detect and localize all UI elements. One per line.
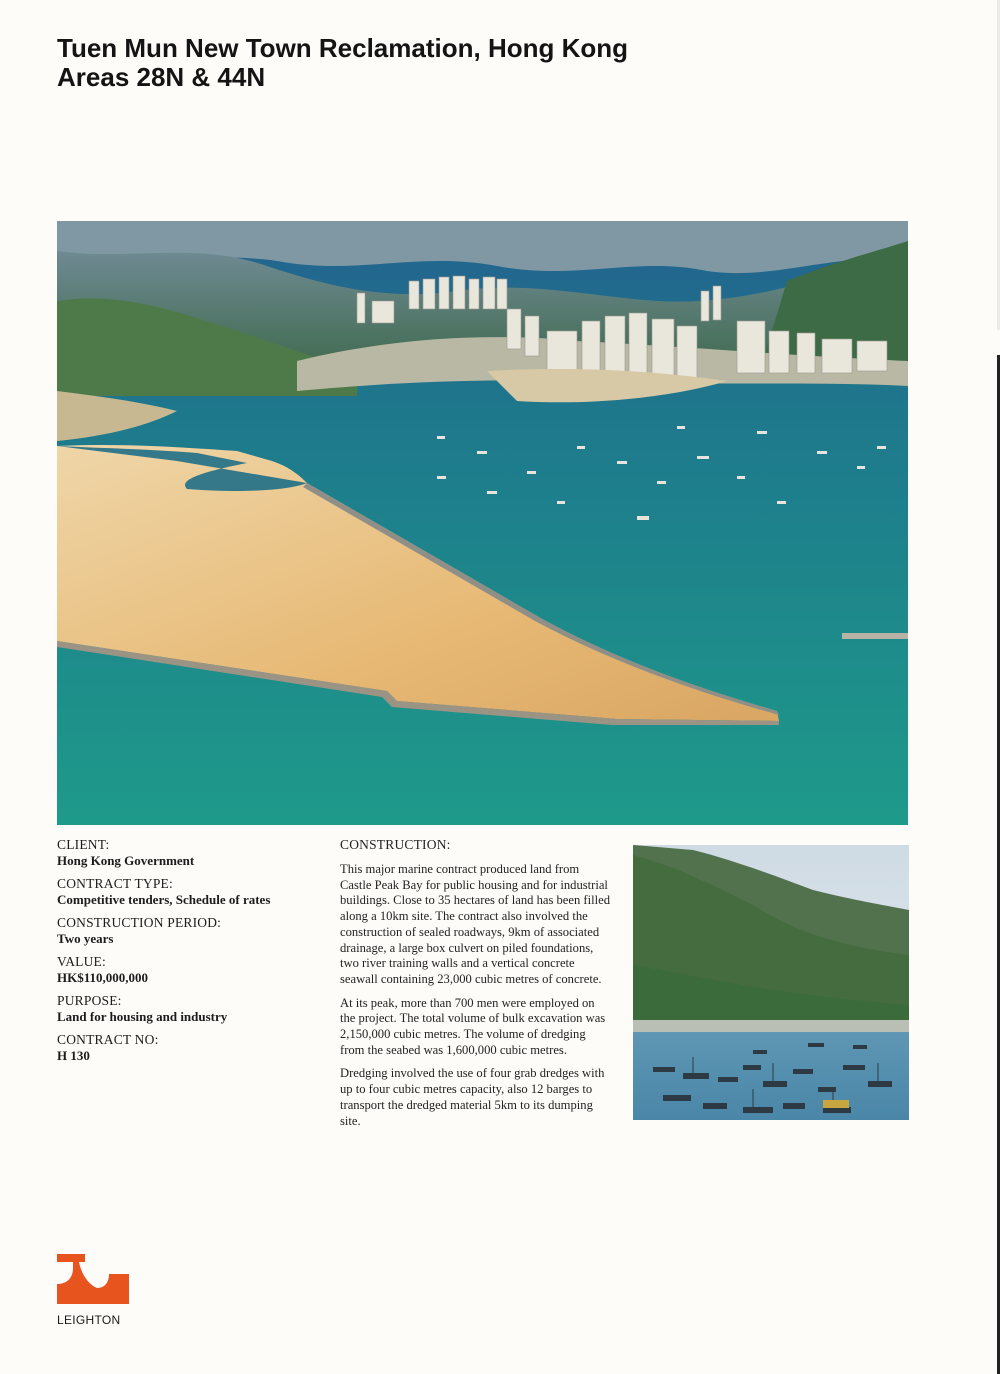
detail-construction-period <box>57 915 327 947</box>
detail-value: Hong Kong Government <box>57 853 195 868</box>
detail-label: CONSTRUCTION PERIOD: <box>57 915 222 930</box>
detail-label: CONTRACT TYPE: <box>57 876 173 891</box>
detail-label: VALUE: <box>57 954 106 969</box>
construction-section <box>340 837 612 1137</box>
leighton-logo-mark <box>57 1254 129 1304</box>
detail-label: PURPOSE: <box>57 993 122 1008</box>
detail-client <box>57 837 327 869</box>
detail-label: CLIENT: <box>57 837 110 852</box>
detail-value: Competitive tenders, Schedule of rates <box>57 892 271 907</box>
detail-contract-type <box>57 876 327 908</box>
logo-name: LEIGHTON <box>57 1313 121 1327</box>
title-line-2: Areas 28N & 44N <box>57 62 266 92</box>
detail-contract-no <box>57 1032 327 1064</box>
aerial-photo <box>57 221 908 825</box>
construction-paragraph: This major marine contract produced land from Castle Peak Bay for public housing and for industrial buildings. Close to 35 hectares of land has been filled along a 10km site. The contract also involved the construction of sealed roadways, 9km of associated drainage, a large box culvert on piled foundations, two river training walls and a vertical concrete seawall containing 23,000 cubic metres of concrete. <box>340 862 611 986</box>
construction-paragraph: Dredging involved the use of four grab dredges with up to four cubic metres capacity, also 12 barges to transport the dredged material 5km to its dumping site. <box>340 1066 605 1128</box>
page-title <box>57 34 628 92</box>
detail-value: HK$110,000,000 <box>57 970 149 985</box>
construction-paragraph: At its peak, more than 700 men were employed on the project. The total volume of bulk excavation was 2,150,000 cubic metres. The volume of dredging from the seabed was 1,600,000 cubic metres. <box>340 995 606 1057</box>
project-details <box>57 837 327 1071</box>
detail-purpose <box>57 993 327 1025</box>
construction-heading: CONSTRUCTION: <box>340 837 451 852</box>
detail-value-amount <box>57 954 327 986</box>
detail-value: Two years <box>57 931 114 946</box>
detail-value: Land for housing and industry <box>57 1009 228 1024</box>
detail-label: CONTRACT NO: <box>57 1032 159 1047</box>
title-line-1: Tuen Mun New Town Reclamation, Hong Kong <box>57 33 629 63</box>
detail-value: H 130 <box>57 1048 90 1063</box>
leighton-logo <box>57 1254 132 1327</box>
harbour-photo <box>633 845 909 1120</box>
